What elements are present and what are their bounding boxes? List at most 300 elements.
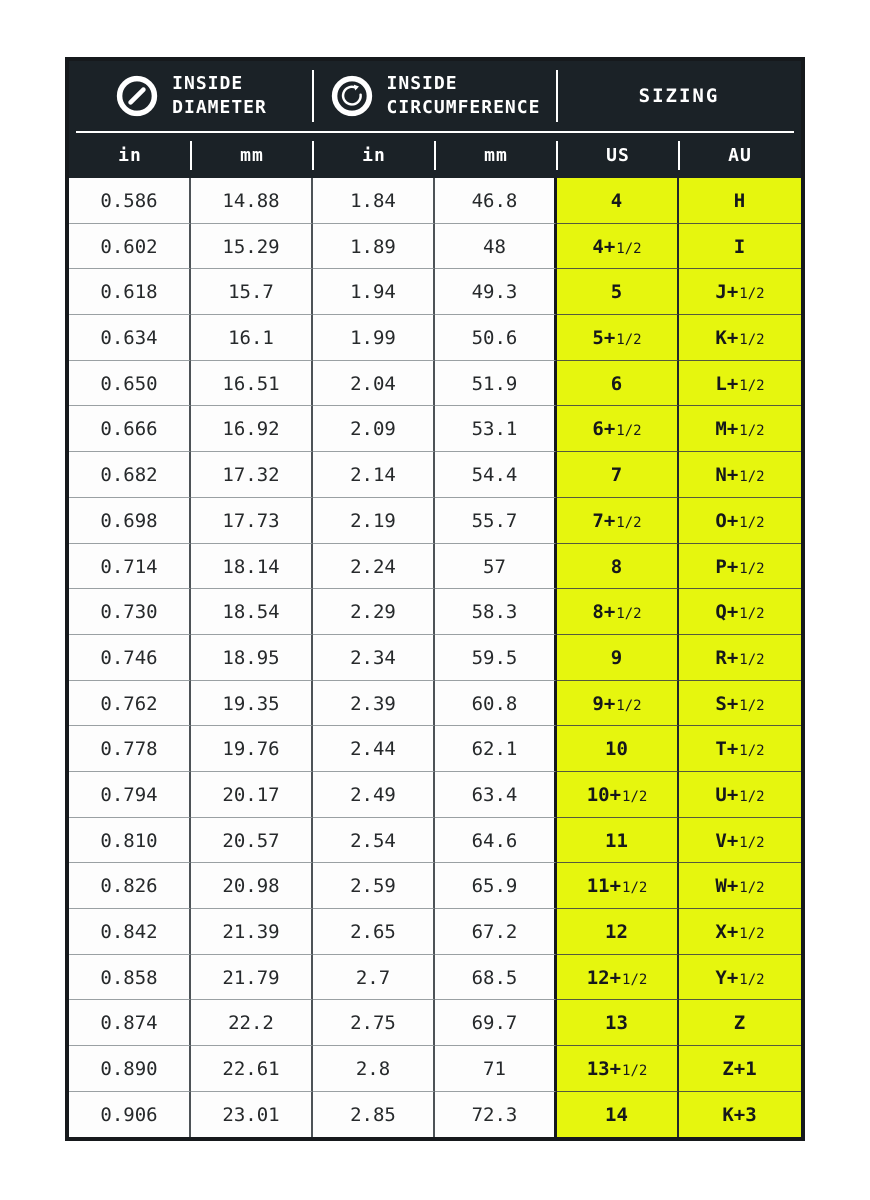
cell-size-au [679, 406, 801, 452]
circumference-mm-value: 53.1 [471, 418, 518, 441]
cell-circumference-mm [435, 681, 557, 727]
cell-size-au [679, 726, 801, 772]
units-row [69, 133, 801, 178]
au-size-value: W+ [715, 875, 739, 898]
diameter-mm-value: 18.95 [222, 646, 280, 669]
au-size-value: K+3 [722, 1103, 757, 1126]
circumference-in-value: 2.29 [350, 601, 396, 624]
diameter-in-value: 0.714 [100, 555, 158, 578]
cell-diameter-mm [191, 498, 313, 544]
au-size-value: M+ [715, 418, 739, 441]
cell-circumference-mm [435, 772, 557, 818]
cell-circumference-mm [435, 726, 557, 772]
us-size-fraction: 1/2 [616, 514, 642, 531]
cell-circumference-mm [435, 224, 557, 270]
us-size-value: 11+ [586, 875, 622, 898]
cell-circumference-in [313, 315, 435, 361]
circumference-in-value: 2.75 [350, 1012, 396, 1035]
cell-diameter-mm [191, 224, 313, 270]
circumference-in-value: 2.49 [350, 783, 396, 806]
header-group-sizing [557, 61, 801, 131]
table-row [69, 406, 801, 452]
cell-circumference-in [313, 635, 435, 681]
au-size-value: K+ [715, 327, 739, 350]
diameter-mm-value: 16.1 [228, 327, 274, 350]
diameter-in-value: 0.810 [100, 829, 158, 852]
diameter-in-value: 0.794 [100, 783, 158, 806]
diameter-mm-value: 16.92 [222, 418, 280, 441]
cell-size-us [557, 406, 679, 452]
us-size-value: 4+ [592, 235, 616, 258]
diameter-mm-value: 20.57 [222, 829, 280, 852]
circumference-in-value: 2.85 [350, 1103, 396, 1126]
diameter-in-value: 0.842 [100, 921, 158, 943]
unit-diameter-in: in [118, 145, 142, 166]
au-size-fraction: 1/2 [739, 697, 765, 714]
cell-circumference-in [313, 406, 435, 452]
diameter-mm-value: 19.35 [222, 692, 280, 715]
au-size-fraction: 1/2 [739, 469, 765, 486]
diameter-in-value: 0.666 [100, 418, 158, 441]
us-size-value: 13+ [586, 1058, 622, 1081]
cell-circumference-mm [435, 269, 557, 315]
cell-circumference-in [313, 726, 435, 772]
cell-circumference-in [313, 452, 435, 498]
cell-diameter-in [69, 452, 191, 498]
diameter-mm-value: 14.88 [222, 190, 280, 212]
cell-circumference-mm [435, 452, 557, 498]
diameter-mm-value: 21.39 [222, 921, 280, 943]
cell-size-au [679, 361, 801, 407]
cell-circumference-in [313, 361, 435, 407]
cell-diameter-mm [191, 361, 313, 407]
au-size-fraction: 1/2 [739, 423, 765, 440]
us-size-value: 8 [610, 555, 623, 578]
diameter-in-value: 0.730 [100, 601, 158, 624]
cell-size-us [557, 955, 679, 1001]
cell-circumference-mm [435, 498, 557, 544]
us-size-value: 7 [610, 464, 623, 487]
diameter-mm-value: 15.7 [228, 281, 274, 304]
cell-circumference-in [313, 955, 435, 1001]
us-size-value: 7+ [592, 509, 616, 532]
cell-diameter-mm [191, 1000, 313, 1046]
circumference-mm-value: 63.4 [471, 783, 518, 806]
unit-sizing-au: AU [679, 133, 801, 178]
cell-circumference-in [313, 772, 435, 818]
cell-circumference-mm [435, 544, 557, 590]
us-size-value: 9+ [592, 692, 616, 715]
cell-circumference-mm [435, 909, 557, 955]
us-size-value: 6 [610, 372, 623, 395]
cell-diameter-in [69, 1092, 191, 1138]
diameter-mm-value: 21.79 [222, 966, 280, 989]
diameter-mm-value: 17.32 [222, 464, 280, 487]
cell-size-us [557, 498, 679, 544]
ring-size-chart [65, 57, 805, 1141]
cell-circumference-mm [435, 589, 557, 635]
circumference-mm-value: 58.3 [471, 601, 518, 624]
circumference-in-value: 2.34 [350, 646, 396, 669]
diameter-mm-value: 18.54 [222, 601, 280, 624]
header-group-inside-diameter [69, 61, 313, 131]
diameter-mm-value: 22.2 [228, 1012, 274, 1035]
us-size-value: 11 [605, 829, 628, 852]
cell-diameter-in [69, 909, 191, 955]
au-size-fraction: 1/2 [739, 514, 765, 531]
cell-diameter-mm [191, 315, 313, 361]
cell-size-us [557, 1092, 679, 1138]
au-size-fraction: 1/2 [739, 560, 765, 577]
cell-diameter-in [69, 818, 191, 864]
au-size-value: V+ [715, 829, 739, 852]
cell-size-au [679, 635, 801, 681]
label-line-1: INSIDE [386, 72, 458, 94]
circumference-mm-value: 51.9 [471, 372, 518, 395]
cell-diameter-mm [191, 818, 313, 864]
cell-size-au [679, 224, 801, 270]
cell-circumference-mm [435, 635, 557, 681]
circumference-mm-value: 72.3 [471, 1103, 518, 1126]
cell-diameter-mm [191, 681, 313, 727]
label-line-1: INSIDE [172, 72, 244, 94]
cell-diameter-mm [191, 1092, 313, 1138]
circumference-in-value: 2.04 [350, 372, 396, 395]
circumference-in-value: 2.59 [350, 875, 396, 898]
cell-circumference-mm [435, 361, 557, 407]
table-row [69, 909, 801, 955]
cell-size-us [557, 589, 679, 635]
au-size-value: T+ [715, 738, 739, 761]
us-size-fraction: 1/2 [622, 880, 648, 897]
au-size-value: Z+1 [722, 1058, 757, 1081]
diameter-in-value: 0.906 [100, 1103, 158, 1126]
circumference-in-value: 2.54 [350, 829, 396, 852]
circumference-mm-value: 62.1 [471, 738, 518, 761]
diameter-mm-value: 23.01 [222, 1103, 280, 1126]
us-size-value: 6+ [592, 418, 616, 441]
cell-size-us [557, 635, 679, 681]
inside-diameter-label [172, 72, 267, 121]
table-row [69, 1092, 801, 1138]
diameter-in-value: 0.826 [100, 875, 158, 898]
cell-circumference-in [313, 1092, 435, 1138]
cell-circumference-in [313, 589, 435, 635]
table-row [69, 955, 801, 1001]
diameter-in-value: 0.634 [100, 327, 158, 350]
us-size-fraction: 1/2 [616, 240, 642, 257]
cell-size-au [679, 498, 801, 544]
cell-diameter-in [69, 1000, 191, 1046]
au-size-value: I [733, 235, 746, 258]
diameter-mm-value: 19.76 [222, 738, 280, 761]
circumference-in-value: 2.14 [350, 464, 396, 487]
diameter-in-value: 0.778 [100, 738, 158, 761]
circumference-mm-value: 65.9 [471, 875, 518, 898]
au-size-value: S+ [715, 692, 739, 715]
table-row [69, 772, 801, 818]
au-size-fraction: 1/2 [739, 834, 765, 851]
circumference-mm-value: 67.2 [471, 921, 518, 943]
au-size-fraction: 1/2 [739, 971, 765, 988]
diameter-in-value: 0.586 [100, 190, 158, 212]
label-line-2: CIRCUMFERENCE [386, 97, 541, 118]
table-row [69, 224, 801, 270]
us-size-fraction: 1/2 [616, 423, 642, 440]
unit-sizing-us: US [557, 133, 679, 178]
cell-diameter-mm [191, 1046, 313, 1092]
cell-diameter-in [69, 1046, 191, 1092]
diameter-mm-value: 20.17 [222, 783, 280, 806]
au-size-value: P+ [715, 555, 739, 578]
circumference-mm-value: 64.6 [471, 829, 518, 852]
cell-diameter-mm [191, 452, 313, 498]
table-row [69, 498, 801, 544]
diameter-mm-value: 22.61 [222, 1058, 280, 1081]
cell-diameter-mm [191, 909, 313, 955]
table-row [69, 681, 801, 727]
cell-diameter-in [69, 863, 191, 909]
au-size-fraction: 1/2 [739, 377, 765, 394]
cell-circumference-in [313, 818, 435, 864]
cell-size-au [679, 269, 801, 315]
circumference-in-value: 1.99 [350, 327, 396, 350]
cell-size-us [557, 269, 679, 315]
cell-size-us [557, 726, 679, 772]
table-row [69, 269, 801, 315]
au-size-value: Y+ [715, 966, 739, 989]
cell-circumference-mm [435, 818, 557, 864]
au-size-value: R+ [715, 646, 739, 669]
cell-circumference-in [313, 269, 435, 315]
us-size-value: 13 [605, 1012, 628, 1035]
cell-diameter-mm [191, 406, 313, 452]
cell-circumference-in [313, 544, 435, 590]
cell-size-au [679, 1092, 801, 1138]
cell-size-au [679, 772, 801, 818]
circumference-mm-value: 69.7 [471, 1012, 518, 1035]
cell-diameter-mm [191, 589, 313, 635]
au-size-fraction: 1/2 [739, 880, 765, 897]
circumference-mm-value: 55.7 [471, 509, 518, 532]
diameter-in-value: 0.890 [100, 1058, 158, 1081]
cell-size-au [679, 315, 801, 361]
us-size-fraction: 1/2 [622, 1063, 648, 1080]
cell-diameter-mm [191, 178, 313, 224]
us-size-fraction: 1/2 [616, 606, 642, 623]
circumference-in-value: 2.09 [350, 418, 396, 441]
circumference-in-value: 2.44 [350, 738, 396, 761]
cell-diameter-in [69, 955, 191, 1001]
label-line-2: DIAMETER [172, 97, 267, 118]
cell-size-us [557, 681, 679, 727]
au-size-value: O+ [715, 509, 739, 532]
circumference-in-value: 2.8 [355, 1058, 391, 1081]
us-size-value: 5 [610, 281, 623, 304]
diameter-icon [115, 74, 159, 118]
au-size-value: N+ [715, 464, 739, 487]
cell-size-us [557, 818, 679, 864]
cell-size-au [679, 909, 801, 955]
cell-size-us [557, 361, 679, 407]
cell-diameter-mm [191, 544, 313, 590]
us-size-value: 5+ [592, 327, 616, 350]
sizing-label: SIZING [638, 85, 720, 107]
cell-circumference-in [313, 681, 435, 727]
au-size-value: X+ [715, 921, 739, 943]
inside-circumference-label [387, 72, 541, 121]
circumference-mm-value: 48 [483, 235, 506, 258]
us-size-value: 12+ [586, 966, 622, 989]
cell-diameter-in [69, 315, 191, 361]
cell-diameter-in [69, 635, 191, 681]
us-size-fraction: 1/2 [622, 971, 648, 988]
diameter-in-value: 0.858 [100, 966, 158, 989]
table-row [69, 1046, 801, 1092]
cell-circumference-mm [435, 178, 557, 224]
cell-size-au [679, 955, 801, 1001]
cell-circumference-in [313, 178, 435, 224]
cell-circumference-mm [435, 863, 557, 909]
table-row [69, 863, 801, 909]
diameter-in-value: 0.618 [100, 281, 158, 304]
diameter-mm-value: 20.98 [222, 875, 280, 898]
cell-diameter-mm [191, 955, 313, 1001]
cell-size-au [679, 452, 801, 498]
table-row [69, 1000, 801, 1046]
cell-circumference-mm [435, 1000, 557, 1046]
diameter-mm-value: 18.14 [222, 555, 280, 578]
table-row [69, 315, 801, 361]
table-row [69, 726, 801, 772]
cell-size-au [679, 178, 801, 224]
cell-size-us [557, 544, 679, 590]
au-size-fraction: 1/2 [739, 743, 765, 760]
cell-circumference-in [313, 498, 435, 544]
us-size-fraction: 1/2 [616, 697, 642, 714]
table-row [69, 361, 801, 407]
cell-diameter-in [69, 224, 191, 270]
cell-diameter-mm [191, 863, 313, 909]
unit-circumference-mm: mm [435, 133, 557, 178]
diameter-in-value: 0.874 [100, 1012, 158, 1035]
circumference-mm-value: 50.6 [471, 327, 518, 350]
cell-size-us [557, 224, 679, 270]
diameter-in-value: 0.762 [100, 692, 158, 715]
table-row [69, 589, 801, 635]
cell-circumference-mm [435, 1092, 557, 1138]
cell-diameter-mm [191, 635, 313, 681]
circumference-mm-value: 60.8 [471, 692, 518, 715]
cell-size-au [679, 589, 801, 635]
us-size-value: 10+ [586, 783, 622, 806]
cell-circumference-mm [435, 1046, 557, 1092]
cell-diameter-in [69, 178, 191, 224]
au-size-fraction: 1/2 [739, 926, 765, 942]
us-size-value: 14 [605, 1103, 628, 1126]
circumference-mm-value: 57 [483, 555, 506, 578]
cell-diameter-in [69, 589, 191, 635]
chart-header [69, 61, 801, 178]
circumference-mm-value: 46.8 [471, 190, 518, 212]
unit-diameter-mm: mm [191, 133, 313, 178]
circumference-in-value: 1.89 [350, 235, 396, 258]
cell-diameter-in [69, 726, 191, 772]
diameter-in-value: 0.602 [100, 235, 158, 258]
cell-size-au [679, 863, 801, 909]
cell-diameter-in [69, 498, 191, 544]
au-size-fraction: 1/2 [739, 286, 765, 303]
cell-circumference-in [313, 909, 435, 955]
au-size-value: L+ [715, 372, 739, 395]
au-size-fraction: 1/2 [739, 651, 765, 668]
au-size-value: Z [733, 1012, 746, 1035]
diameter-in-value: 0.682 [100, 464, 158, 487]
cell-size-us [557, 1046, 679, 1092]
diameter-mm-value: 16.51 [222, 372, 280, 395]
cell-diameter-in [69, 544, 191, 590]
au-size-value: H [733, 190, 746, 212]
cell-circumference-mm [435, 406, 557, 452]
diameter-in-value: 0.650 [100, 372, 158, 395]
diameter-in-value: 0.746 [100, 646, 158, 669]
au-size-value: J+ [715, 281, 739, 304]
circumference-icon [330, 74, 374, 118]
table-body [69, 178, 801, 1137]
cell-circumference-mm [435, 315, 557, 361]
unit-circumference-in: in [313, 133, 435, 178]
table-row [69, 178, 801, 224]
cell-circumference-in [313, 863, 435, 909]
cell-size-us [557, 863, 679, 909]
us-size-value: 8+ [592, 601, 616, 624]
us-size-fraction: 1/2 [616, 332, 642, 349]
diameter-mm-value: 15.29 [222, 235, 280, 258]
table-row [69, 544, 801, 590]
us-size-value: 10 [605, 738, 628, 761]
cell-diameter-mm [191, 269, 313, 315]
cell-diameter-in [69, 269, 191, 315]
cell-diameter-in [69, 772, 191, 818]
circumference-mm-value: 68.5 [471, 966, 518, 989]
cell-size-us [557, 909, 679, 955]
au-size-fraction: 1/2 [739, 788, 765, 805]
table-row [69, 635, 801, 681]
diameter-in-value: 0.698 [100, 509, 158, 532]
cell-size-au [679, 681, 801, 727]
au-size-fraction: 1/2 [739, 332, 765, 349]
circumference-in-value: 2.65 [350, 921, 396, 943]
au-size-fraction: 1/2 [739, 606, 765, 623]
circumference-mm-value: 49.3 [471, 281, 518, 304]
cell-circumference-in [313, 1046, 435, 1092]
cell-size-us [557, 315, 679, 361]
diameter-mm-value: 17.73 [222, 509, 280, 532]
au-size-value: Q+ [715, 601, 739, 624]
cell-size-us [557, 1000, 679, 1046]
us-size-value: 12 [605, 921, 628, 943]
cell-diameter-in [69, 361, 191, 407]
circumference-in-value: 1.94 [350, 281, 396, 304]
cell-circumference-in [313, 1000, 435, 1046]
circumference-mm-value: 54.4 [471, 464, 518, 487]
cell-circumference-mm [435, 955, 557, 1001]
cell-diameter-mm [191, 726, 313, 772]
au-size-value: U+ [715, 783, 739, 806]
header-group-row [69, 61, 801, 131]
cell-diameter-mm [191, 772, 313, 818]
header-group-inside-circumference [313, 61, 557, 131]
